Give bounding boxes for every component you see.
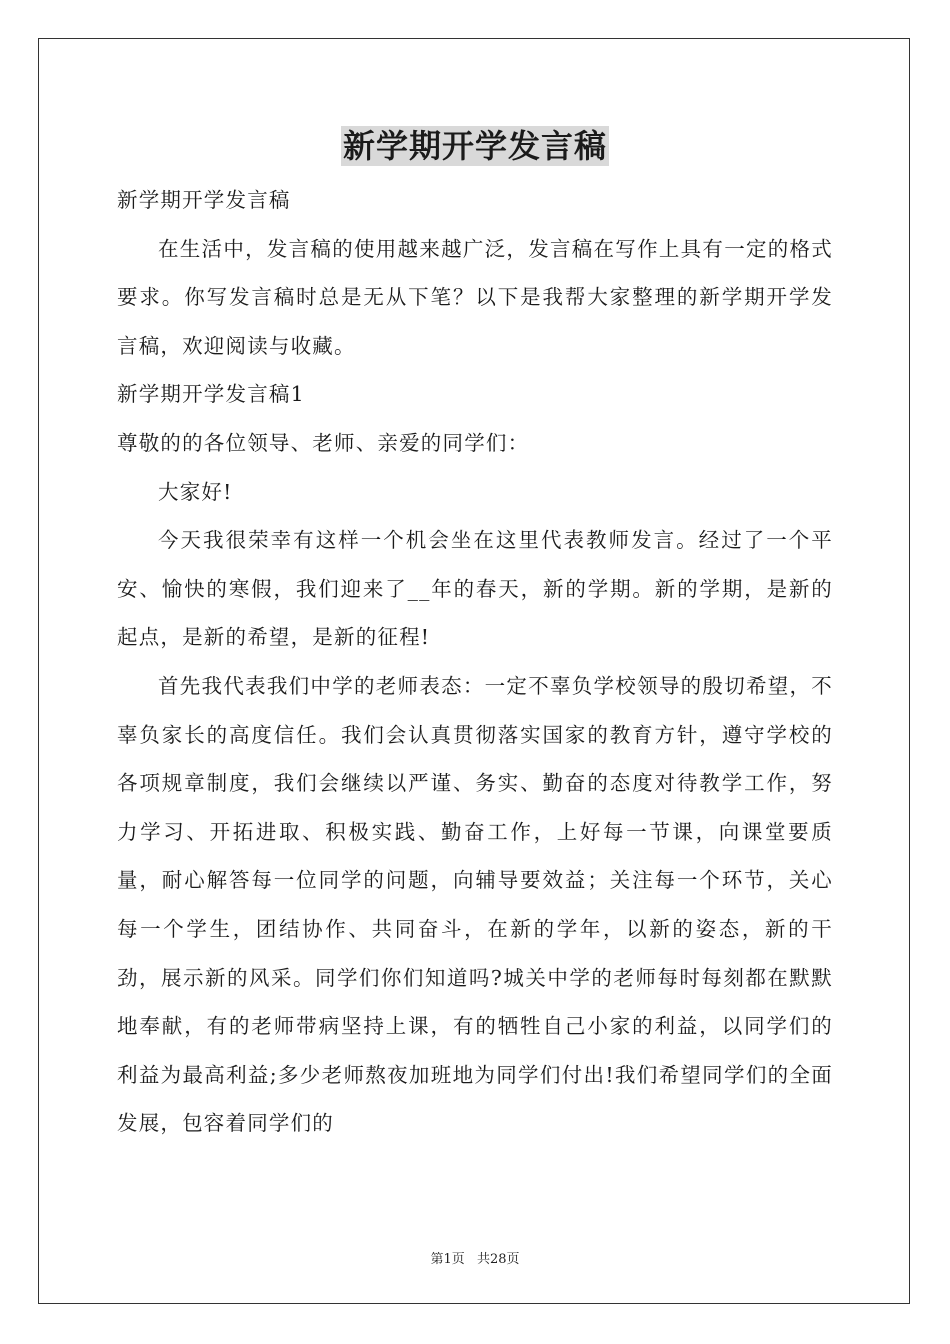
page-footer xyxy=(0,1248,950,1267)
paragraph-section-heading: 新学期开学发言稿1 xyxy=(117,382,305,407)
paragraph-greeting: 大家好! xyxy=(158,479,233,504)
title-container xyxy=(0,126,950,166)
paragraph-main: 首先我代表我们中学的老师表态：一定不辜负学校领导的殷切希望，不辜负家长的高度信任。我们会认真贯彻落实国家的教育方针，遵守学校的各项规章制度，我们会继续以严谨、务实、勤奋的态度对待教学工作，努力学习、开拓进取、积极实践、勤奋工作，上好每一节课，向课堂要质量，耐心解答每一位同学的问题，向辅导要效益；关注每一个环节，关心每一个学生，团结协作、共同奋斗，在新的学年，以新的姿态，新的干劲，展示新的风采。同学们你们知道吗?城关中学的老师每时每刻都在默默地奉献，有的老师带病坚持上课，有的牺牲自己小家的利益，以同学们的利益为最高利益;多少老师熬夜加班地为同学们付出!我们希望同学们的全面发展，包容着同学们的 xyxy=(117,673,833,1136)
paragraph-opening: 今天我很荣幸有这样一个机会坐在这里代表教师发言。经过了一个平安、愉快的寒假，我们迎来了__年的春天，新的学期。新的学期，是新的起点，是新的希望，是新的征程! xyxy=(117,528,833,650)
paragraph-salutation: 尊敬的的各位领导、老师、亲爱的同学们： xyxy=(117,430,530,455)
document-body xyxy=(117,176,833,1148)
document-title: 新学期开学发言稿 xyxy=(342,127,607,165)
paragraph-intro: 在生活中，发言稿的使用越来越广泛，发言稿在写作上具有一定的格式要求。你写发言稿时总是无从下笔？以下是我帮大家整理的新学期开学发言稿，欢迎阅读与收藏。 xyxy=(117,236,833,358)
page-total: 共28页 xyxy=(476,1252,520,1267)
paragraph-subtitle: 新学期开学发言稿 xyxy=(117,188,291,212)
page-number: 第1页 xyxy=(430,1252,465,1267)
